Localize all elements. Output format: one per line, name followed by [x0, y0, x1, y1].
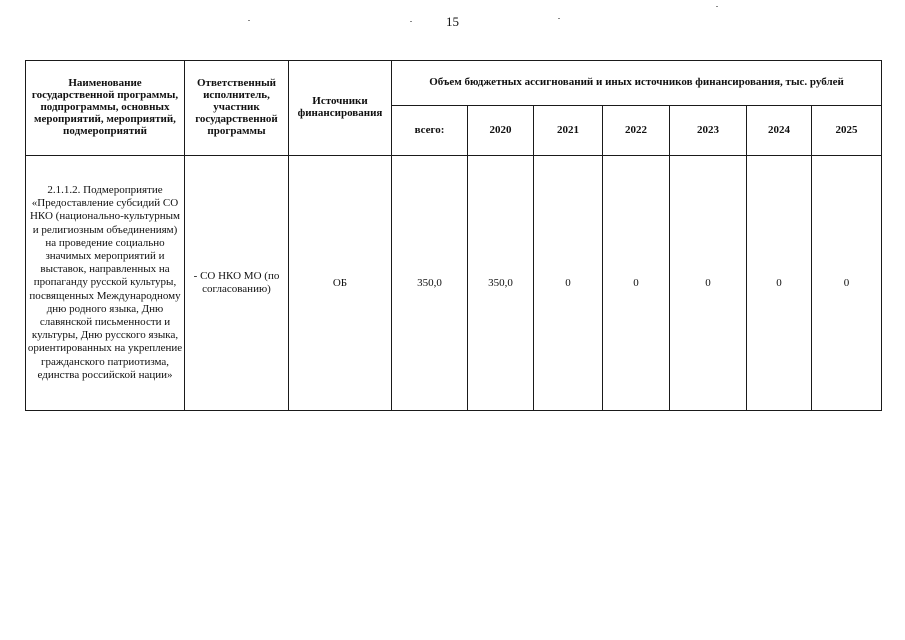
row-value-2023: 0: [670, 156, 747, 411]
header-year-2021: 2021: [534, 106, 603, 156]
header-year-2024: 2024: [747, 106, 812, 156]
scan-artifact: [716, 6, 718, 7]
row-value-2025: 0: [812, 156, 882, 411]
header-year-2022: 2022: [603, 106, 670, 156]
row-source: ОБ: [289, 156, 392, 411]
header-executor: Ответственный исполнитель, участник государственной программы: [185, 61, 289, 156]
row-name: 2.1.1.2. Подмероприятие «Предоставление субсидий СО НКО (национально-культурным и религиозным объединениям) на проведение социально значимых мероприятий и выставок, направленных на пропаганду русской культуры, посвященных Международному дню родного языка, Дню славянской письменности и культуры, Дню русского языка, ориентированных на укрепление гражданского патриотизма, единства российской нации»: [26, 156, 185, 411]
row-value-2024: 0: [747, 156, 812, 411]
header-total: всего:: [392, 106, 468, 156]
header-year-2023: 2023: [670, 106, 747, 156]
scan-artifact: [558, 18, 560, 19]
header-year-2025: 2025: [812, 106, 882, 156]
header-budget-group: Объем бюджетных ассигнований и иных источников финансирования, тыс. рублей: [392, 61, 882, 106]
row-value-2020: 350,0: [468, 156, 534, 411]
scan-artifact: [248, 20, 250, 21]
table-row: [26, 156, 882, 411]
scan-artifact: [410, 21, 412, 22]
row-value-2021: 0: [534, 156, 603, 411]
header-sources: Источники финансирования: [289, 61, 392, 156]
header-year-2020: 2020: [468, 106, 534, 156]
page-number: 15: [446, 14, 459, 29]
budget-table: [25, 60, 882, 411]
row-executor: - СО НКО МО (по согласованию): [185, 156, 289, 411]
row-total: 350,0: [392, 156, 468, 411]
header-name: Наименование государственной программы, подпрограммы, основных мероприятий, мероприятий, подмероприятий: [26, 61, 185, 156]
row-value-2022: 0: [603, 156, 670, 411]
